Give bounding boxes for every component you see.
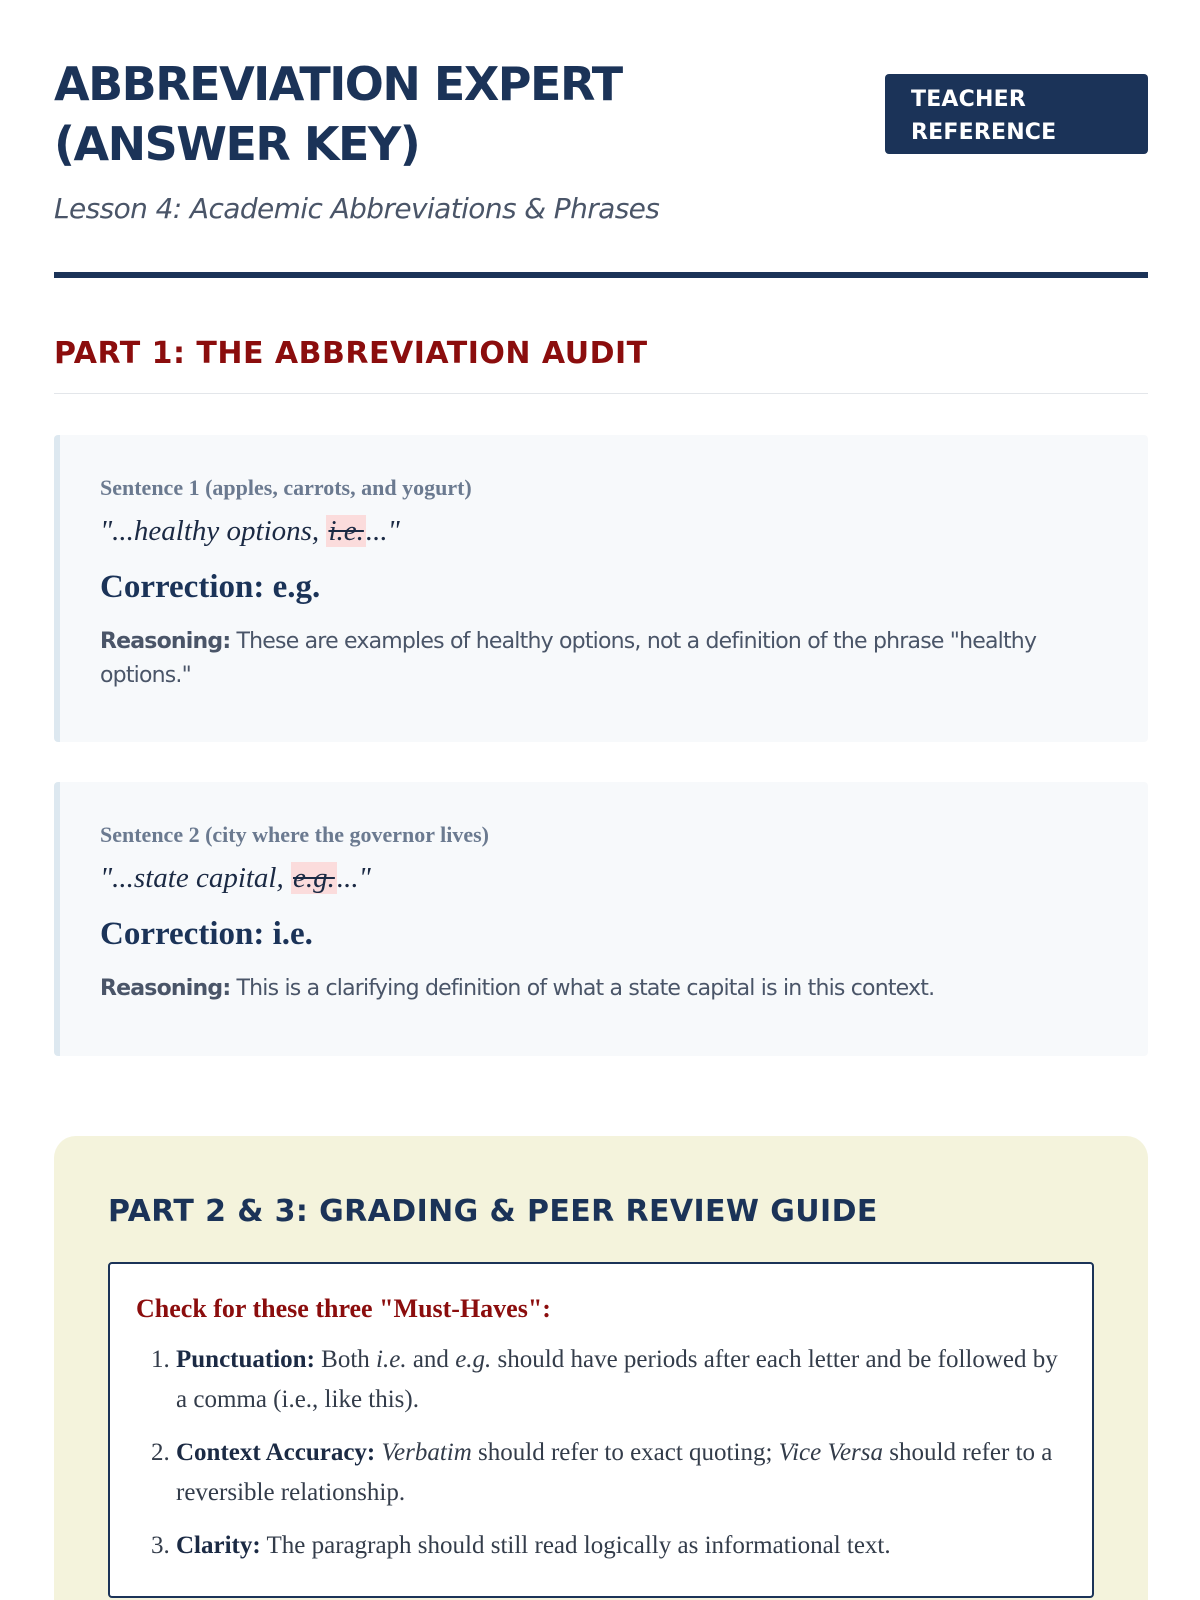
part1-divider xyxy=(54,393,1148,394)
reasoning-label: Reasoning: xyxy=(100,976,231,1001)
grading-guide-panel xyxy=(54,1136,1148,1600)
must-haves-box xyxy=(108,1262,1094,1598)
item-italic: Vice Versa xyxy=(778,1439,884,1466)
quote-after: ..." xyxy=(365,515,400,547)
title-line-2: (ANSWER KEY) xyxy=(54,117,420,171)
item-label: Clarity: xyxy=(176,1532,261,1559)
list-item-context-accuracy xyxy=(176,1433,1066,1513)
correction: Correction: e.g. xyxy=(100,569,321,605)
sentence-quote xyxy=(100,513,1108,549)
quote-after: ..." xyxy=(336,862,371,894)
teacher-reference-badge xyxy=(885,74,1148,154)
item-italic: Verbatim xyxy=(381,1439,472,1466)
answer-key-page xyxy=(54,0,1148,1559)
item-italic: e.g. xyxy=(455,1346,492,1373)
page-title xyxy=(54,54,754,174)
item-italic: i.e. xyxy=(376,1346,407,1373)
struck-abbreviation: i.e. xyxy=(328,515,364,547)
reasoning-label: Reasoning: xyxy=(100,629,231,654)
title-line-1: ABBREVIATION EXPERT xyxy=(54,57,622,111)
reasoning-text: These are examples of healthy options, not a definition of the phrase "healthy options." xyxy=(100,629,1037,688)
list-item-clarity xyxy=(176,1526,1066,1566)
quote-before: "...state capital, xyxy=(100,862,291,894)
quote-before: "...healthy options, xyxy=(100,515,327,547)
part1-heading: PART 1: THE ABBREVIATION AUDIT xyxy=(54,336,648,371)
item-label: Punctuation: xyxy=(176,1346,315,1373)
item-text: should have periods after each letter and be followed by a comma (i.e., like this). xyxy=(176,1346,1058,1413)
sentence-card-2 xyxy=(54,782,1148,1056)
header-divider xyxy=(54,272,1148,278)
list-item-punctuation xyxy=(176,1340,1066,1420)
page-header xyxy=(54,0,1148,280)
lesson-subtitle: Lesson 4: Academic Abbreviations & Phrases xyxy=(54,192,660,225)
sentence-label: Sentence 1 (apples, carrots, and yogurt) xyxy=(100,475,472,500)
part23-heading: PART 2 & 3: GRADING & PEER REVIEW GUIDE xyxy=(108,1194,878,1229)
badge-line-2: REFERENCE xyxy=(911,120,1057,145)
sentence-label: Sentence 2 (city where the governor lives) xyxy=(100,822,489,847)
item-label: Context Accuracy: xyxy=(176,1439,376,1466)
item-text: Both xyxy=(314,1346,377,1373)
must-haves-list xyxy=(136,1340,1066,1566)
sentence-card-1 xyxy=(54,435,1148,742)
badge-line-1: TEACHER xyxy=(911,87,1026,112)
reasoning xyxy=(100,625,1108,693)
correction: Correction: i.e. xyxy=(100,916,313,952)
item-text: should refer to a reversible relationship. xyxy=(176,1439,1053,1506)
item-text: and xyxy=(406,1346,456,1373)
reasoning xyxy=(100,972,1108,1006)
reasoning-text: This is a clarifying definition of what a state capital is in this context. xyxy=(230,976,935,1001)
item-text: should refer to exact quoting; xyxy=(471,1439,779,1466)
struck-abbreviation: e.g. xyxy=(293,862,335,894)
sentence-quote xyxy=(100,860,1108,896)
item-text: The paragraph should still read logically as informational text. xyxy=(260,1532,891,1559)
must-haves-heading: Check for these three "Must-Haves": xyxy=(136,1294,551,1323)
